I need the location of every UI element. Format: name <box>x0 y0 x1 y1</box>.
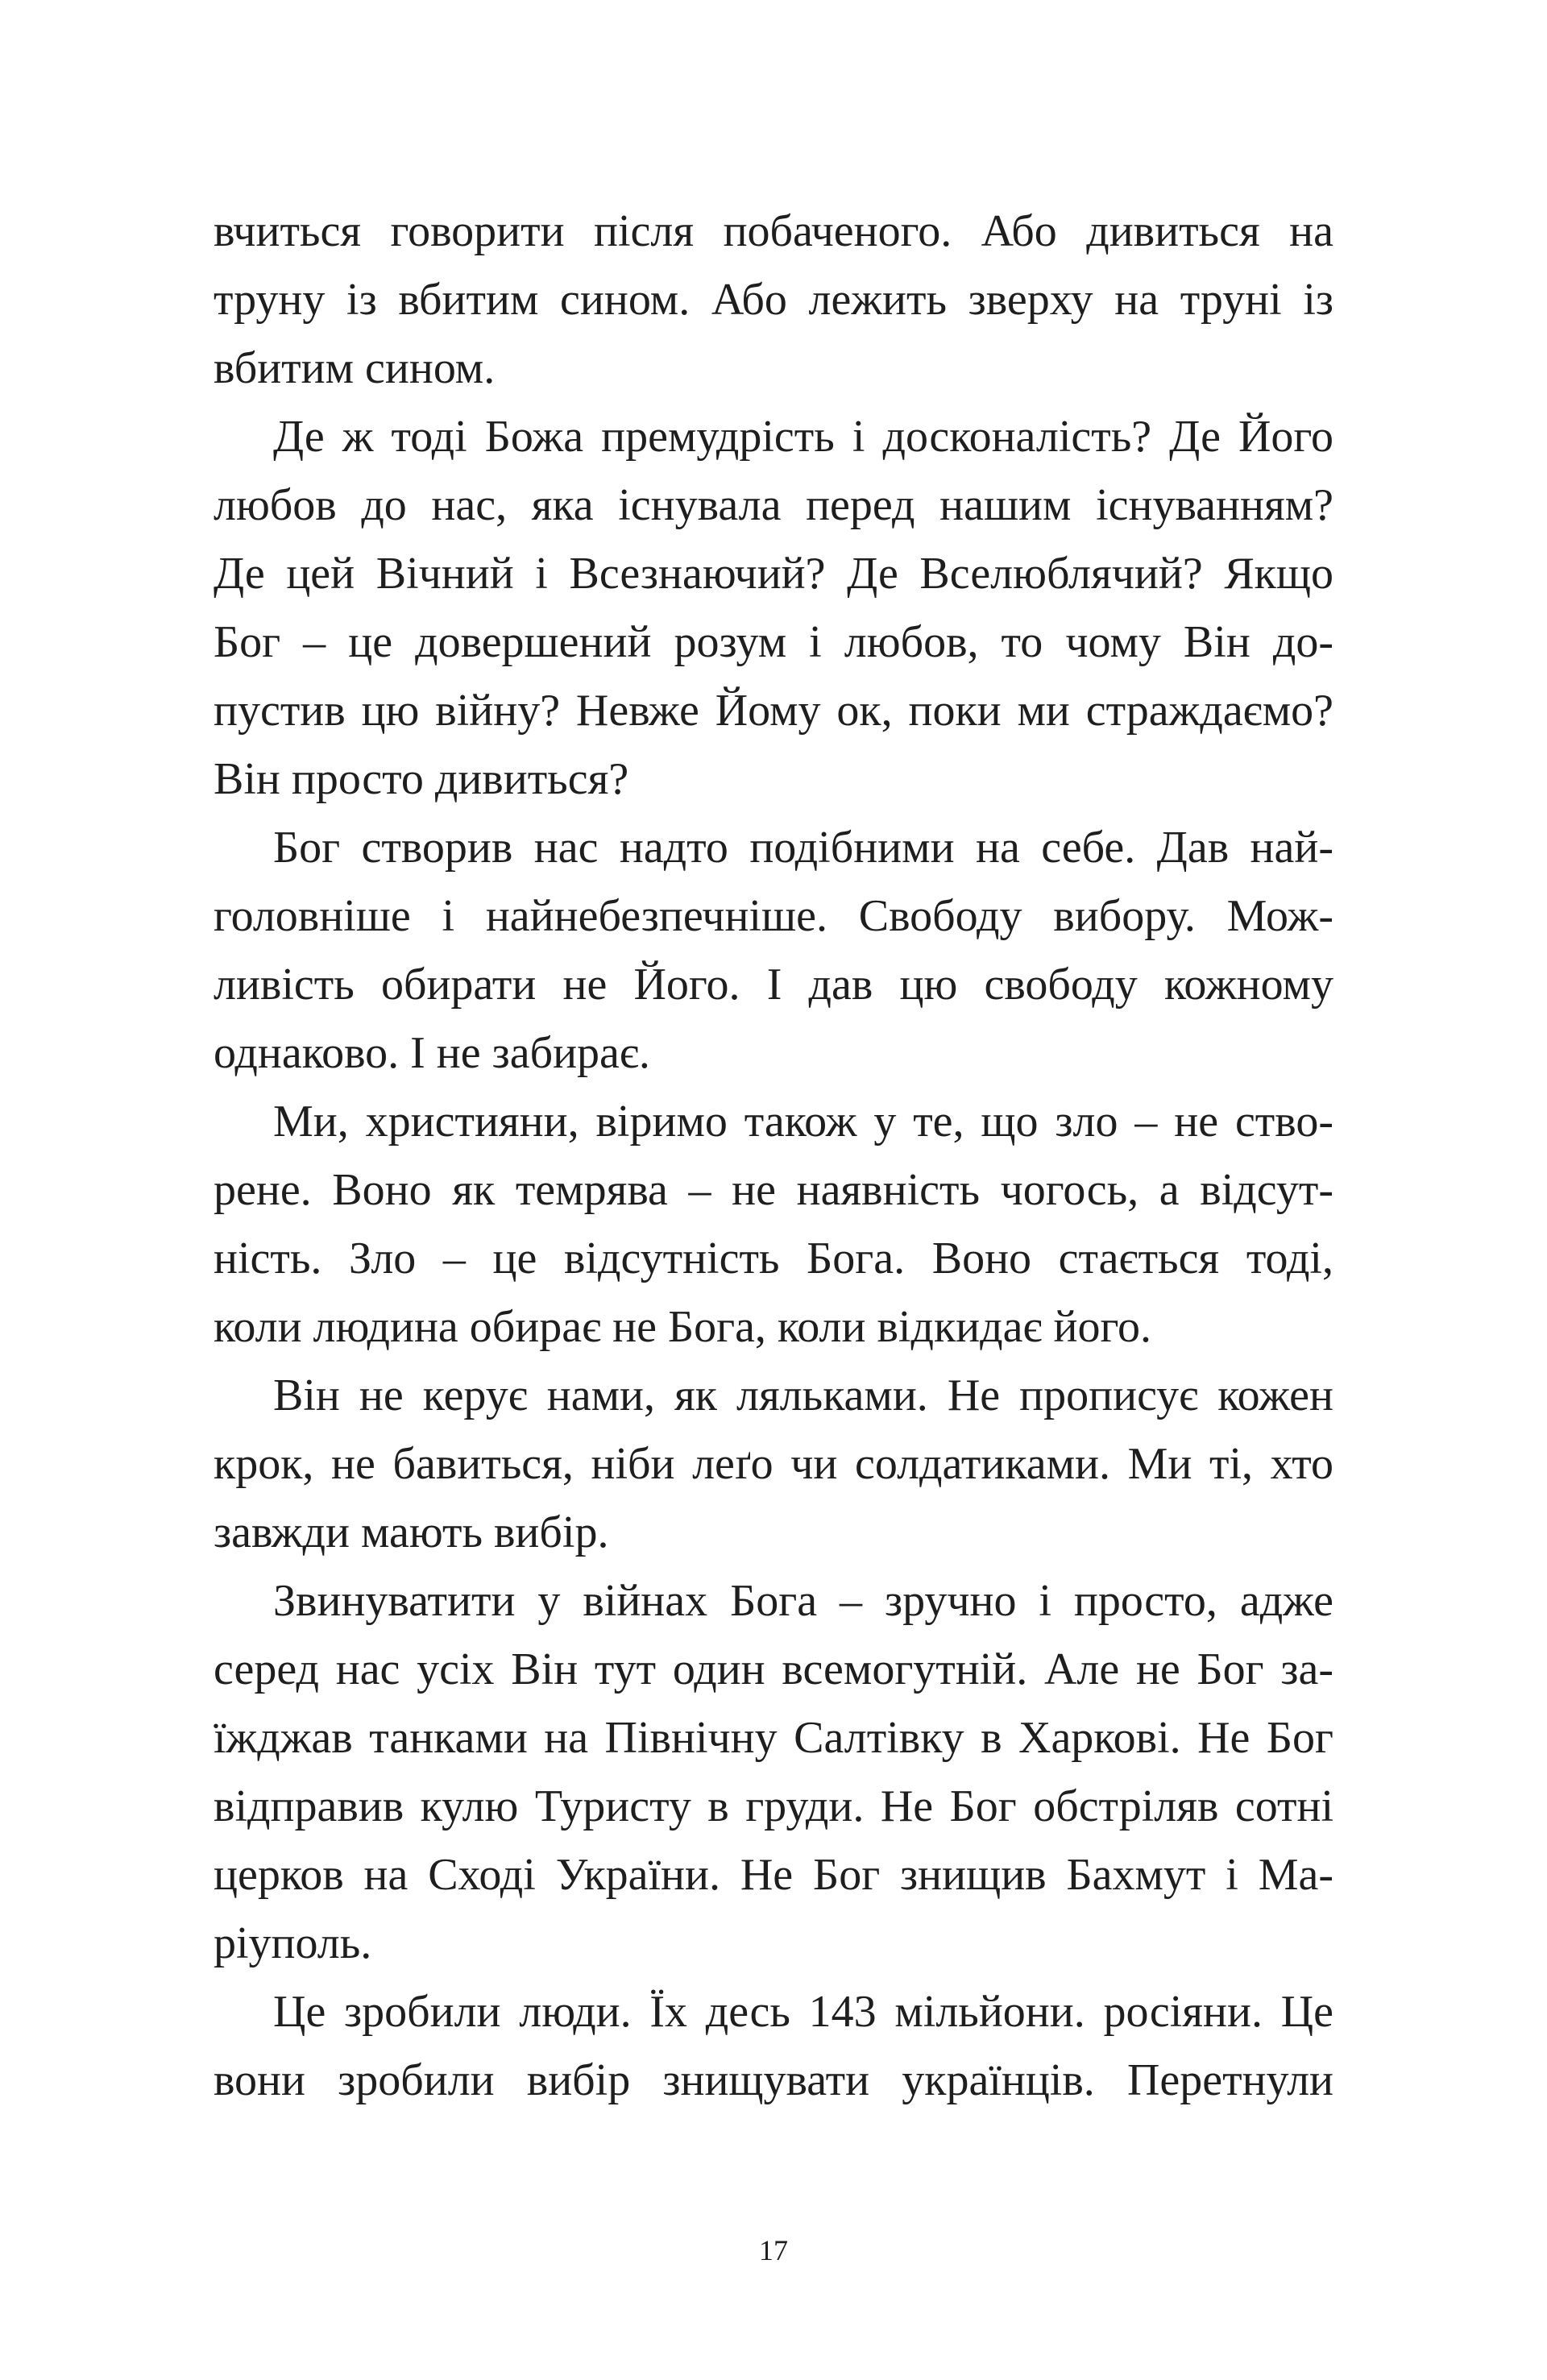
text-line: Ми, християни, віримо також у те, що зло – не ство- <box>273 1097 1333 1146</box>
text-line: крок, не бавиться, ніби леґо чи солдатиками. Ми ті, хто <box>214 1439 1333 1489</box>
text-line: ріуполь. <box>214 1918 372 1968</box>
text-line: коли людина обирає не Бога, коли відкидає його. <box>214 1302 1152 1352</box>
text-line: вчиться говорити після побаченого. Або дивиться на <box>214 206 1333 256</box>
text-line: вони зробили вибір знищувати українців. Перетнули <box>214 2055 1333 2105</box>
text-line: пустив цю війну? Невже Йому ок, поки ми страждаємо? <box>214 686 1333 736</box>
text-line: Звинуватити у війнах Бога – зручно і просто, адже <box>273 1576 1333 1626</box>
text-line: їжджав танками на Північну Салтівку в Харкові. Не Бог <box>214 1713 1333 1763</box>
text-line: ність. Зло – це відсутність Бога. Воно стається тоді, <box>214 1234 1333 1283</box>
text-line: вбитим сином. <box>214 343 496 393</box>
paragraph <box>214 814 1333 1088</box>
text-line: головніше і найнебезпечніше. Свободу вибору. Мож- <box>214 891 1333 941</box>
text-line: Бог – це довершений розум і любов, то чому Він до- <box>214 617 1333 667</box>
page-body-text <box>214 197 1333 2115</box>
paragraph <box>214 1088 1333 1362</box>
text-line: Де цей Вічний і Всезнаючий? Де Вселюблячий? Якщо <box>214 549 1333 599</box>
paragraph <box>214 1362 1333 1567</box>
text-line: Бог створив нас надто подібними на себе. Дав най- <box>273 823 1333 873</box>
text-line: Це зробили люди. Їх десь 143 мільйони. росіяни. Це <box>273 1987 1333 2037</box>
text-line: любов до нас, яка існувала перед нашим існуванням? <box>214 480 1333 530</box>
text-line: Де ж тоді Божа премудрість і досконалість? Де Його <box>273 412 1333 462</box>
page-number: 17 <box>759 2234 788 2266</box>
text-line: Він не керує нами, як ляльками. Не прописує кожен <box>273 1370 1333 1420</box>
text-line: труну із вбитим сином. Або лежить зверху на труні із <box>214 275 1333 325</box>
text-line: церков на Сході України. Не Бог знищив Бахмут і Ма- <box>214 1850 1333 1900</box>
paragraph <box>214 1978 1333 2115</box>
text-line: рене. Воно як темрява – не наявність чогось, а відсут- <box>214 1165 1333 1215</box>
paragraph <box>214 403 1333 814</box>
text-line: завжди мають вибір. <box>214 1507 609 1557</box>
text-line: серед нас усіх Він тут один всемогутній. Але не Бог за- <box>214 1644 1333 1694</box>
text-line: однаково. І не забирає. <box>214 1028 650 1078</box>
text-line: ливість обирати не Його. І дав цю свободу кожному <box>214 960 1333 1010</box>
text-line: відправив кулю Туристу в груди. Не Бог обстріляв сотні <box>214 1781 1333 1831</box>
paragraph <box>214 1567 1333 1978</box>
paragraph <box>214 197 1333 403</box>
text-line: Він просто дивиться? <box>214 754 629 804</box>
